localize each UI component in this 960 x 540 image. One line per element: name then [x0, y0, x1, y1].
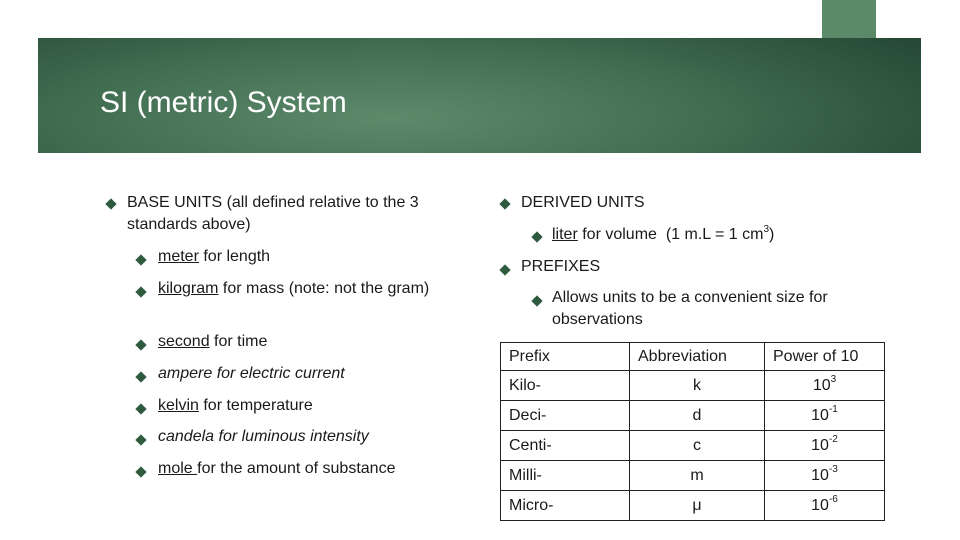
prefix-cell: Centi- [501, 431, 630, 461]
prefix-cell: Milli- [501, 461, 630, 491]
bullet-diamond-icon [531, 231, 542, 242]
prefix-cell: Deci- [501, 401, 630, 431]
list-item-kilogram: kilogram for mass (note: not the gram) [158, 280, 430, 297]
list-item-mole: mole for the amount of substance [158, 460, 396, 477]
bullet-diamond-icon [135, 286, 146, 297]
power-cell: $10^{-1}$ [765, 401, 885, 431]
bullet-diamond-icon [135, 254, 146, 265]
slide-title: SI (metric) System [100, 86, 347, 119]
power-cell: $10^{-3}$ [765, 461, 885, 491]
prefixes-heading: PREFIXES [521, 258, 601, 275]
table-row [501, 371, 885, 401]
list-item-ampere: ampere for electric current [158, 365, 345, 382]
table-row [501, 491, 885, 521]
bullet-diamond-icon [135, 466, 146, 477]
abbr-cell: c [630, 431, 765, 461]
table-row [501, 431, 885, 461]
list-item-kelvin: kelvin for temperature [158, 397, 313, 414]
bullet-diamond-icon [531, 295, 542, 306]
bullet-diamond-icon [135, 371, 146, 382]
bullet-diamond-icon [499, 264, 510, 275]
abbr-cell: m [630, 461, 765, 491]
abbr-cell: k [630, 371, 765, 401]
abbr-cell: μ [630, 491, 765, 521]
bullet-diamond-icon [135, 434, 146, 445]
list-item-candela: candela for luminous intensity [158, 428, 369, 445]
table-row [501, 461, 885, 491]
power-cell: $10^3$ [765, 371, 885, 401]
prefix-table [500, 342, 885, 521]
bullet-diamond-icon [135, 339, 146, 350]
table-header-row [501, 343, 885, 371]
prefixes-note: Allows units to be a convenient size for observations [552, 289, 828, 328]
table-row [501, 401, 885, 431]
bullet-diamond-icon [135, 403, 146, 414]
power-cell: $10^{-6}$ [765, 491, 885, 521]
power-cell: $10^{-2}$ [765, 431, 885, 461]
derived-units-heading: DERIVED UNITS [521, 194, 645, 211]
abbr-cell: d [630, 401, 765, 431]
bullet-diamond-icon [105, 198, 116, 209]
prefix-cell: Micro- [501, 491, 630, 521]
list-item-liter: liter for volume (1 m.L = 1 $cm^3$) [552, 223, 775, 243]
list-item-meter: meter for length [158, 248, 271, 265]
header-power-of-10: Power of 10 [765, 343, 885, 371]
prefix-cell: Kilo- [501, 371, 630, 401]
header-prefix: Prefix [501, 343, 630, 371]
list-item-second: second for time [158, 333, 268, 350]
bullet-diamond-icon [499, 198, 510, 209]
header-abbreviation: Abbreviation [630, 343, 765, 371]
base-units-heading: BASE UNITS (all defined relative to the 3 standards above) [127, 194, 419, 233]
